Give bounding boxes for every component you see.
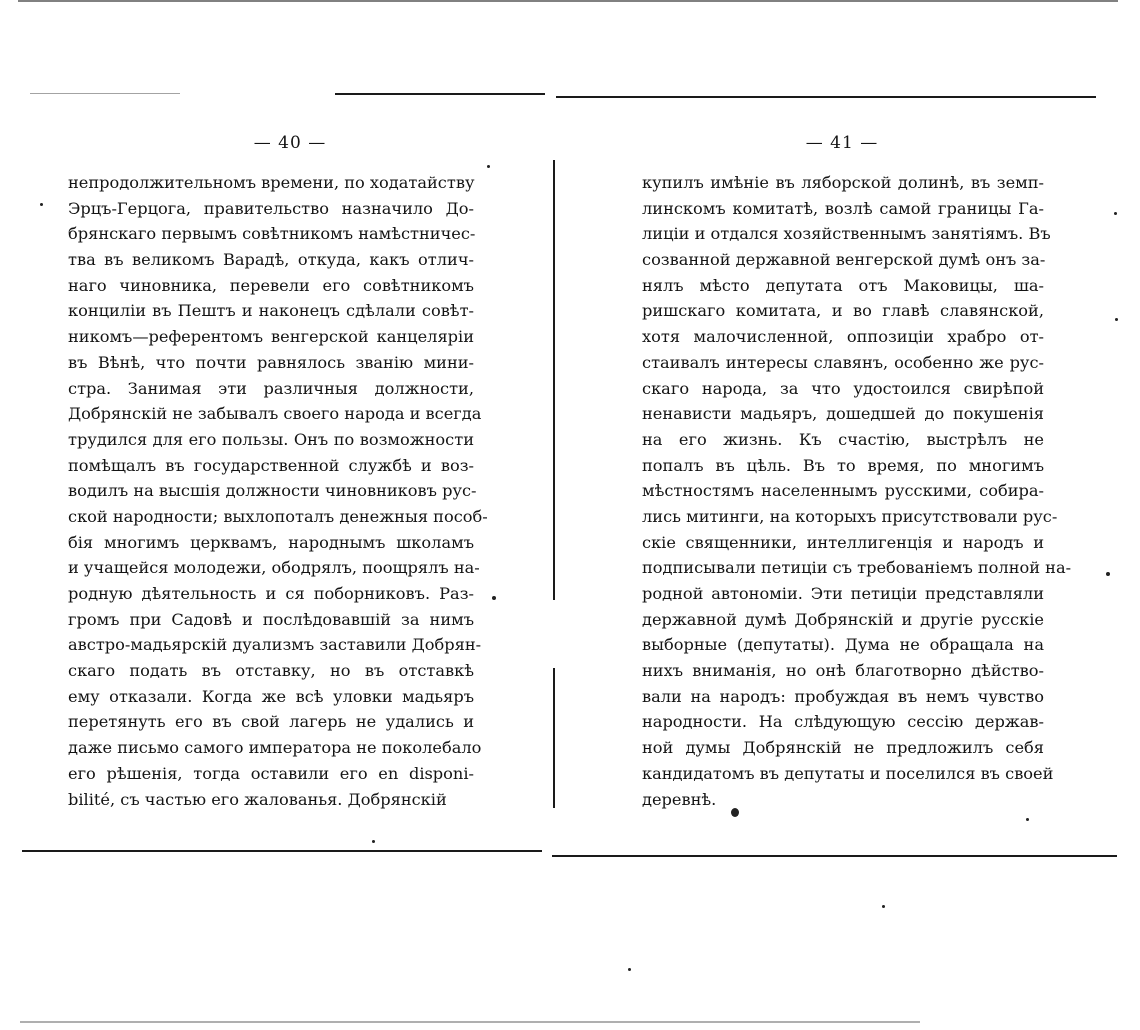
text-line: стра. Занимая эти различныя должности,: [68, 378, 474, 398]
text-line: нялъ мѣсто депутата отъ Маковицы, ша-: [642, 275, 1044, 295]
text-line: народности. На слѣдующую сессiю держав-: [642, 712, 1044, 732]
text-line: линскомъ комитатѣ, возлѣ самой границы Га-: [642, 198, 1044, 218]
text-line: скаго подать въ отставку, но въ отставкѣ: [68, 661, 474, 681]
text-line: громъ при Садовѣ и послѣдовавшiй за нимъ: [68, 609, 474, 629]
top-edge-line: [18, 0, 1118, 2]
text-line: даже письмо самого императора не поколебало: [68, 738, 482, 758]
print-speck: [1026, 818, 1029, 821]
text-line: помѣщалъ въ государственной службѣ и воз-: [68, 455, 474, 475]
text-line: стаивалъ интересы славянъ, особенно же рус-: [642, 352, 1044, 372]
footer-rule-right: [552, 855, 1117, 857]
text-line: подписывали петицiи съ требованiемъ полной на-: [642, 558, 1072, 578]
print-speck: [40, 203, 43, 206]
text-line: лицiи и отдался хозяйственнымъ занятiямъ. Въ: [642, 224, 1051, 244]
text-line: ришскаго комитата, и во главѣ славянской,: [642, 301, 1044, 321]
gutter-line-upper: [553, 160, 555, 600]
text-line: выборные (депутаты). Дума не обращала на: [642, 635, 1044, 655]
print-speck: [372, 840, 375, 843]
text-line: тва въ великомъ Варадѣ, откуда, какъ отлич-: [68, 250, 474, 270]
text-line: попалъ въ цѣль. Въ то время, по многимъ: [642, 455, 1044, 475]
page-number-left: — 40 —: [253, 133, 327, 153]
print-speck: [882, 905, 885, 908]
page-text-left: [68, 170, 488, 812]
text-line: ской народности; выхлопоталъ денежныя пособ-: [68, 506, 488, 526]
text-line: наго чиновника, перевели его совѣтникомъ: [68, 275, 474, 295]
text-line: купилъ имѣнiе въ ляборской долинѣ, въ земп-: [642, 173, 1044, 192]
text-line: трудился для его пользы. Онъ по возможности: [68, 429, 474, 449]
page-number-right: — 41 —: [805, 133, 879, 153]
print-speck: [487, 165, 490, 168]
header-rule-right: [556, 96, 1096, 98]
footer-rule-left: [22, 850, 542, 852]
text-line: въ Вѣнѣ, что почти равнялось званiю мини-: [68, 352, 474, 372]
print-speck: [492, 596, 496, 600]
text-line: лись митинги, на которыхъ присутствовали рус-: [642, 506, 1058, 526]
text-line: и учащейся молодежи, ободрялъ, поощрялъ на-: [68, 558, 480, 578]
bottom-edge-dots: [20, 1021, 920, 1023]
text-line: никомъ—референтомъ венгерской канцелярiи: [68, 327, 474, 347]
print-speck: [1114, 212, 1117, 215]
page-text-right: [642, 170, 1072, 812]
text-line: созванной державной венгерской думѣ онъ за-: [642, 250, 1046, 270]
text-line: родной автономiи. Эти петицiи представляли: [642, 584, 1044, 603]
print-speck: [628, 968, 631, 971]
text-line: брянскаго первымъ совѣтникомъ намѣстничес-: [68, 224, 476, 244]
header-rule-left: [335, 93, 545, 95]
text-line: перетянуть его въ свой лагерь не удались и: [68, 712, 474, 732]
print-speck: [1115, 318, 1118, 321]
text-line: бiя многимъ церквамъ, народнымъ школамъ: [68, 532, 474, 552]
text-line: Добрянскiй не забывалъ своего народа и всегда: [68, 404, 482, 424]
text-line: скаго народа, за что удостоился свирѣпой: [642, 378, 1044, 398]
text-line: на его жизнь. Къ счастiю, выстрѣлъ не: [642, 429, 1044, 449]
gutter-line-lower: [553, 668, 555, 808]
text-line: непродолжительномъ времени, по ходатайству: [68, 173, 475, 192]
text-line: австро-мадьярскiй дуализмъ заставили Добрян-: [68, 635, 482, 655]
text-line: родную дѣятельность и ся поборниковъ. Раз-: [68, 584, 474, 603]
text-line: концилiи въ Пештъ и наконецъ сдѣлали совѣт-: [68, 301, 474, 321]
text-line: водилъ на высшiя должности чиновниковъ рус-: [68, 481, 477, 501]
text-line: хотя малочисленной, оппозицiи храбро от-: [642, 327, 1044, 347]
text-line: ненависти мадьяръ, дошедшей до покушенiя: [642, 404, 1044, 424]
text-line: скiе священники, интеллигенцiя и народъ и: [642, 532, 1044, 552]
text-line: его рѣшенiя, тогда оставили его en disponi-: [68, 763, 474, 783]
text-line: нихъ вниманiя, но онѣ благотворно дѣйство-: [642, 661, 1044, 681]
text-line: вали на народъ: пробуждая въ немъ чувство: [642, 686, 1044, 706]
text-line: кандидатомъ въ депутаты и поселился въ своей: [642, 763, 1054, 783]
print-speck: [731, 808, 739, 817]
text-line: ему отказали. Когда же всѣ уловки мадьяръ: [68, 686, 474, 706]
print-speck: [1106, 572, 1110, 576]
text-line: деревнѣ.: [642, 789, 717, 809]
text-line: bilité, съ частью его жалованья. Добрянскiй: [68, 789, 447, 809]
header-dots-left: [30, 93, 180, 94]
text-line: ной думы Добрянскiй не предложилъ себя: [642, 738, 1044, 758]
text-line: державной думѣ Добрянскiй и другiе русскiе: [642, 609, 1044, 629]
text-line: Эрцъ-Герцога, правительство назначило До-: [68, 198, 474, 218]
text-line: мѣстностямъ населеннымъ русскими, собира-: [642, 481, 1044, 501]
